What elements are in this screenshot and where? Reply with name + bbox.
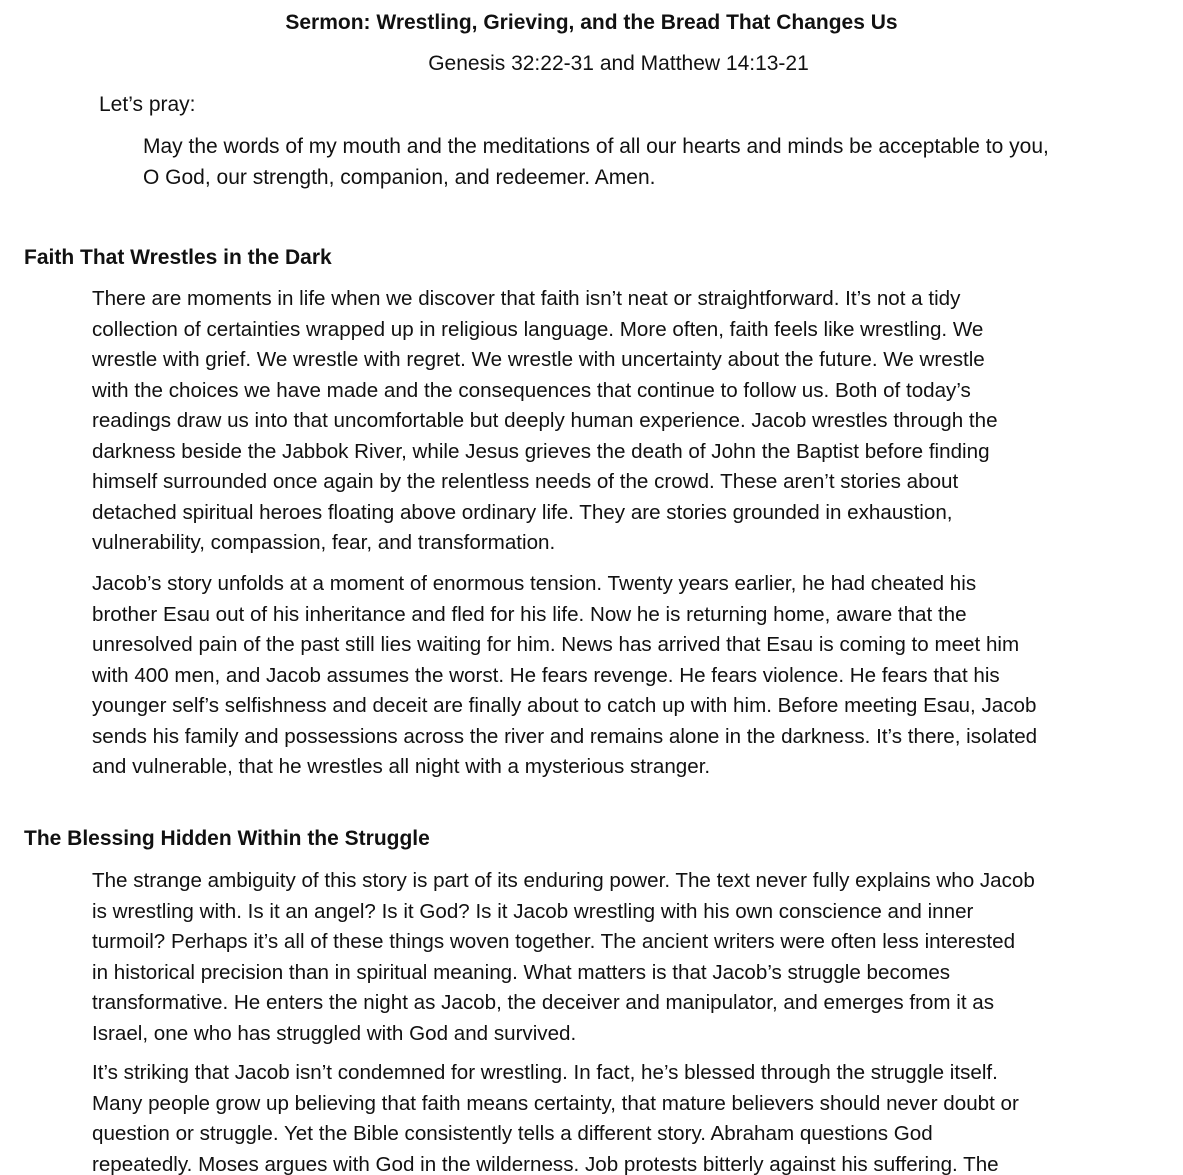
- paragraph-line: with the choices we have made and the consequences that continue to follow us. Both of today’s: [92, 378, 971, 402]
- paragraph-line: question or struggle. Yet the Bible consistently tells a different story. Abraham questions God: [92, 1122, 933, 1145]
- sermon-title: Sermon: Wrestling, Grieving, and the Bread That Changes Us: [285, 11, 898, 34]
- paragraph-line: detached spiritual heroes floating above ordinary life. They are stories grounded in exhaustion,: [92, 500, 953, 524]
- body-paragraph: [92, 569, 1162, 783]
- paragraph-line: is wrestling with. Is it an angel? Is it God? Is it Jacob wrestling with his own conscience and inner: [92, 899, 974, 923]
- paragraph-line: It’s striking that Jacob isn’t condemned for wrestling. In fact, he’s blessed through the struggle itself.: [92, 1061, 998, 1084]
- paragraph-line: wrestle with grief. We wrestle with regret. We wrestle with uncertainty about the future. We wrestle: [92, 348, 985, 371]
- body-paragraph: [92, 1058, 1162, 1175]
- paragraph-line: readings draw us into that uncomfortable but deeply human experience. Jacob wrestles through the: [92, 409, 998, 432]
- paragraph-line: with 400 men, and Jacob assumes the worst. He fears revenge. He fears violence. He fears that his: [92, 663, 1000, 687]
- paragraph-line: Many people grow up believing that faith means certainty, that mature believers should never doubt or: [92, 1091, 1019, 1115]
- paragraph-line: unresolved pain of the past still lies waiting for him. News has arrived that Esau is coming to meet him: [92, 633, 1020, 656]
- paragraph-line: darkness beside the Jabbok River, while Jesus grieves the death of John the Baptist before finding: [92, 439, 990, 463]
- paragraph-line: in historical precision than in spiritual meaning. What matters is that Jacob’s struggle becomes: [92, 960, 951, 984]
- pray-label: Let’s pray:: [99, 93, 196, 116]
- paragraph-line: collection of certainties wrapped up in religious language. More often, faith feels like wrestling. We: [92, 317, 984, 341]
- prayer-line: May the words of my mouth and the meditations of all our hearts and minds be acceptable to you,: [143, 135, 1049, 158]
- paragraph-line: The strange ambiguity of this story is part of its enduring power. The text never fully explains who Jacob: [92, 869, 1035, 892]
- paragraph-line: vulnerability, compassion, fear, and transformation.: [92, 531, 556, 554]
- section-heading: Faith That Wrestles in the Dark: [24, 246, 332, 269]
- prayer-line: O God, our strength, companion, and redeemer. Amen.: [143, 166, 656, 189]
- paragraph-line: repeatedly. Moses argues with God in the wilderness. Job protests bitterly against his suffering. The: [92, 1152, 999, 1175]
- paragraph-line: There are moments in life when we discover that faith isn’t neat or straightforward. It’s not a tidy: [92, 287, 961, 310]
- paragraph-line: younger self’s selfishness and deceit are finally about to catch up with him. Before meeting Esau, Jacob: [92, 694, 1037, 717]
- section-heading: The Blessing Hidden Within the Struggle: [24, 827, 430, 850]
- body-paragraph: [92, 866, 1162, 1049]
- opening-prayer: [143, 131, 1173, 193]
- paragraph-line: Israel, one who has struggled with God and survived.: [92, 1021, 577, 1045]
- paragraph-line: brother Esau out of his inheritance and fled for his life. Now he is returning home, aware that the: [92, 602, 967, 626]
- paragraph-line: turmoil? Perhaps it’s all of these things woven together. The ancient writers were often less interested: [92, 930, 1016, 953]
- paragraph-line: himself surrounded once again by the relentless needs of the crowd. These aren’t stories about: [92, 470, 959, 493]
- paragraph-line: Jacob’s story unfolds at a moment of enormous tension. Twenty years earlier, he had cheated his: [92, 572, 977, 595]
- scripture-reference: Genesis 32:22-31 and Matthew 14:13-21: [428, 52, 809, 75]
- body-paragraph: [92, 284, 1162, 559]
- paragraph-line: and vulnerable, that he wrestles all night with a mysterious stranger.: [92, 755, 711, 778]
- paragraph-line: sends his family and possessions across the river and remains alone in the darkness. It’s there, isolated: [92, 724, 1038, 748]
- paragraph-line: transformative. He enters the night as Jacob, the deceiver and manipulator, and emerges from it as: [92, 991, 995, 1014]
